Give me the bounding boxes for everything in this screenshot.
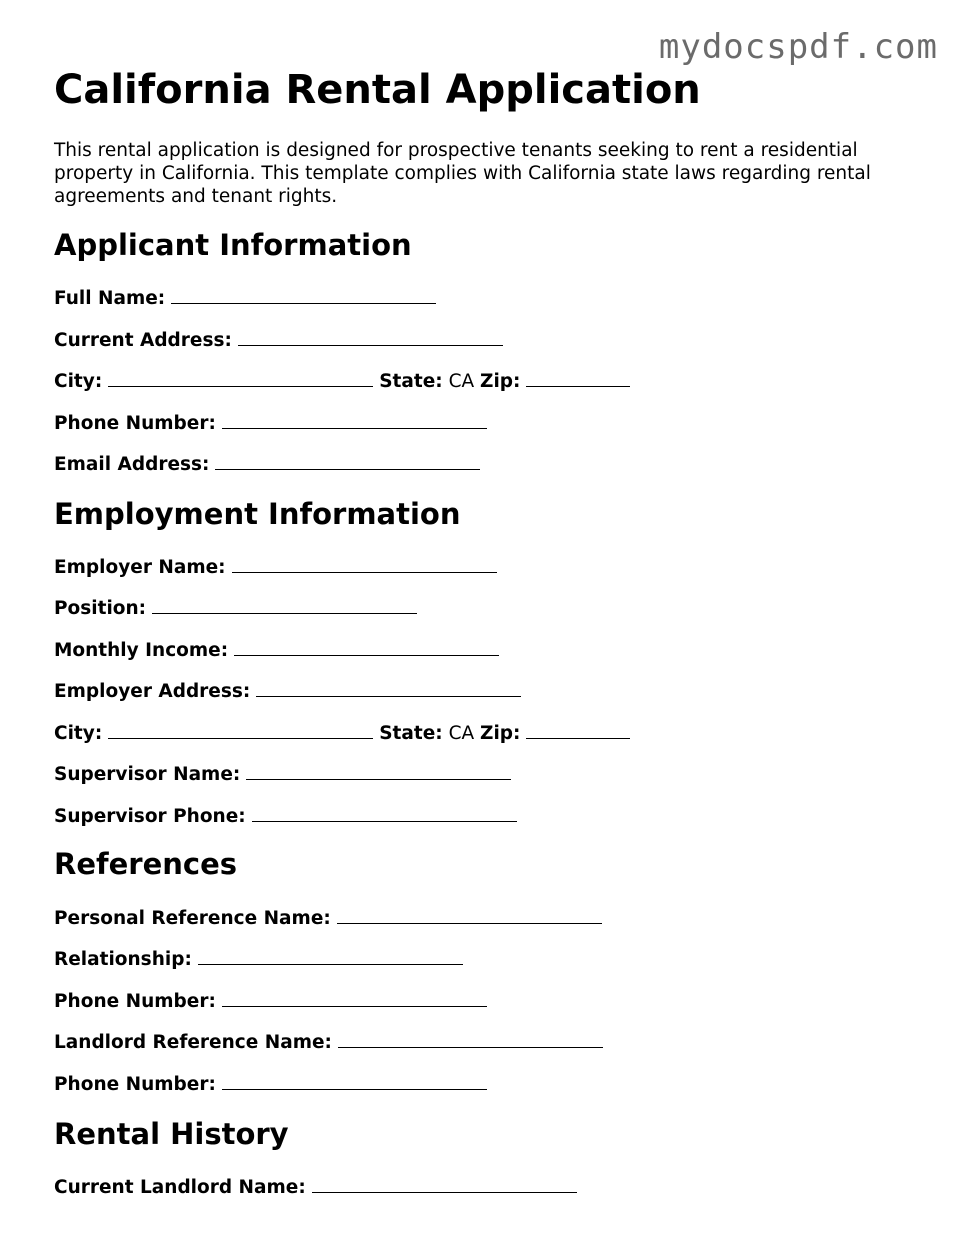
personal-reference-name-label: Personal Reference Name: (54, 908, 331, 929)
zip-label: Zip: (480, 371, 521, 392)
intro-paragraph: This rental application is designed for prospective tenants seeking to rent a residential property in California. This template complies with California state laws regarding rental agreements and tenant rights. (54, 140, 871, 207)
employer-zip-blank[interactable] (526, 722, 630, 739)
field-reference-phone-number (54, 990, 487, 1014)
field-email-address (54, 453, 480, 477)
email-address-blank[interactable] (215, 453, 480, 470)
landlord-reference-name-blank[interactable] (338, 1031, 603, 1048)
current-address-label: Current Address: (54, 330, 232, 351)
field-current-landlord-name (54, 1176, 577, 1200)
watermark: mydocspdf.com (658, 27, 938, 67)
relationship-blank[interactable] (198, 948, 463, 965)
employer-city-label: City: (54, 723, 103, 744)
current-landlord-name-blank[interactable] (312, 1176, 577, 1193)
field-landlord-reference-name (54, 1031, 603, 1055)
field-current-address (54, 329, 503, 353)
zip-blank[interactable] (526, 370, 630, 387)
personal-reference-name-blank[interactable] (337, 907, 602, 924)
monthly-income-blank[interactable] (234, 639, 499, 656)
position-blank[interactable] (152, 597, 417, 614)
supervisor-name-label: Supervisor Name: (54, 764, 241, 785)
phone-number-label: Phone Number: (54, 413, 216, 434)
landlord-phone-number-label: Phone Number: (54, 1074, 216, 1095)
field-full-name (54, 287, 436, 311)
field-city-state-zip (54, 370, 630, 394)
employer-state-label: State: (379, 723, 443, 744)
field-supervisor-name (54, 763, 511, 787)
phone-number-blank[interactable] (222, 412, 487, 429)
field-position (54, 597, 417, 621)
city-blank[interactable] (108, 370, 373, 387)
state-label: State: (379, 371, 443, 392)
full-name-label: Full Name: (54, 288, 166, 309)
employer-name-blank[interactable] (232, 556, 497, 573)
page-title: California Rental Application (54, 67, 701, 113)
monthly-income-label: Monthly Income: (54, 640, 229, 661)
field-employer-address (54, 680, 521, 704)
reference-phone-number-blank[interactable] (222, 990, 487, 1007)
field-employer-name (54, 556, 497, 580)
field-supervisor-phone (54, 805, 517, 829)
email-address-label: Email Address: (54, 454, 210, 475)
employer-state-value: CA (448, 723, 475, 744)
city-label: City: (54, 371, 103, 392)
supervisor-phone-label: Supervisor Phone: (54, 806, 246, 827)
employer-address-blank[interactable] (256, 680, 521, 697)
landlord-phone-number-blank[interactable] (222, 1073, 487, 1090)
current-landlord-name-label: Current Landlord Name: (54, 1177, 306, 1198)
landlord-reference-name-label: Landlord Reference Name: (54, 1032, 332, 1053)
reference-phone-number-label: Phone Number: (54, 991, 216, 1012)
employer-city-blank[interactable] (108, 722, 373, 739)
state-value: CA (448, 371, 475, 392)
current-address-blank[interactable] (238, 329, 503, 346)
field-personal-reference-name (54, 907, 602, 931)
full-name-blank[interactable] (171, 287, 436, 304)
field-monthly-income (54, 639, 499, 663)
supervisor-name-blank[interactable] (246, 763, 511, 780)
field-employer-city-state-zip (54, 722, 630, 746)
field-phone-number (54, 412, 487, 436)
relationship-label: Relationship: (54, 949, 192, 970)
field-relationship (54, 948, 463, 972)
section-heading-applicant: Applicant Information (54, 228, 412, 262)
employer-name-label: Employer Name: (54, 557, 226, 578)
section-heading-employment: Employment Information (54, 497, 461, 531)
employer-zip-label: Zip: (480, 723, 521, 744)
section-heading-references: References (54, 847, 238, 881)
field-landlord-phone-number (54, 1073, 487, 1097)
position-label: Position: (54, 598, 147, 619)
supervisor-phone-blank[interactable] (252, 805, 517, 822)
employer-address-label: Employer Address: (54, 681, 251, 702)
section-heading-rental-history: Rental History (54, 1117, 289, 1151)
